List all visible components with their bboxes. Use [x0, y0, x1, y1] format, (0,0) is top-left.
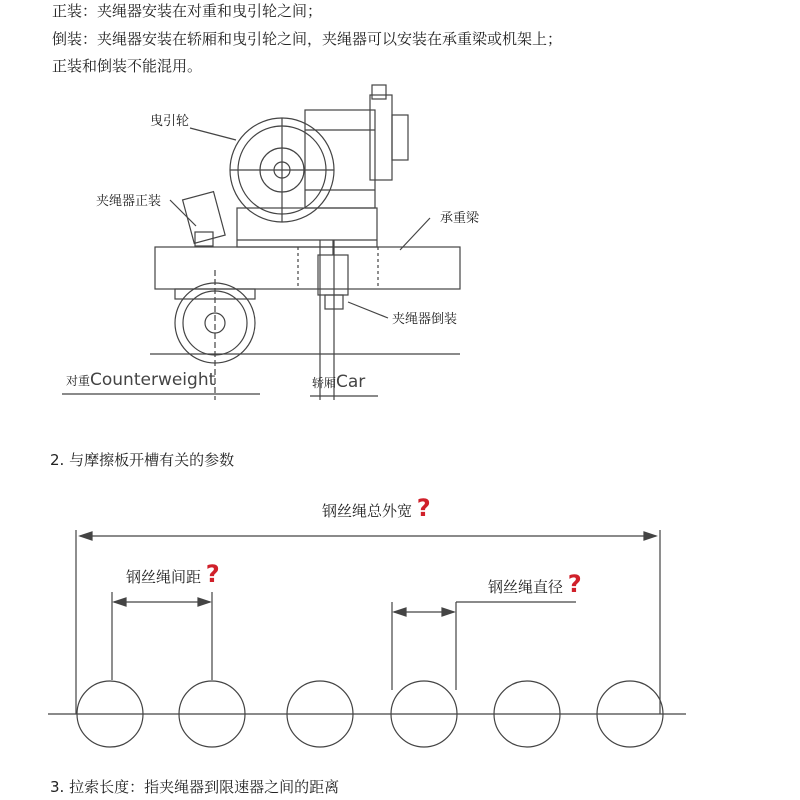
label-counterweight-en: Counterweight [90, 370, 216, 390]
label-car-en: Car [336, 372, 366, 392]
label-spacing-text: 钢丝绳间距 [126, 568, 202, 586]
clamp-inverted-drawing [318, 240, 348, 309]
label-car-cn: 轿厢 [312, 376, 337, 390]
label-load-beam: 承重梁 [440, 211, 480, 226]
label-clamp-upright: 夹绳器正装 [96, 194, 162, 209]
intro-line-upright: 正装：夹绳器安装在对重和曳引轮之间； [52, 2, 323, 20]
question-mark-total: ? [416, 494, 431, 522]
section3-heading: 3. 拉索长度：指夹绳器到限速器之间的距离 [50, 778, 340, 796]
load-beam [155, 247, 460, 289]
label-traction-sheave: 曳引轮 [150, 114, 190, 129]
label-total-width [322, 494, 431, 522]
label-car [312, 372, 365, 392]
machine-base [237, 208, 377, 247]
intro-line-inverted: 倒装：夹绳器安装在轿厢和曳引轮之间，夹绳器可以安装在承重梁或机架上； [52, 30, 563, 48]
label-diameter-text: 钢丝绳直径 [488, 578, 564, 596]
label-counterweight-cn: 对重 [66, 374, 91, 388]
label-spacing [126, 560, 220, 588]
traction-sheave [230, 118, 334, 222]
label-counterweight [66, 370, 215, 390]
question-mark-diameter: ? [567, 570, 582, 598]
section2-heading: 2. 与摩擦板开槽有关的参数 [50, 451, 235, 469]
label-clamp-inverted: 夹绳器倒装 [392, 312, 458, 327]
label-total-width-text: 钢丝绳总外宽 [322, 502, 413, 520]
motor-body [305, 110, 375, 208]
rope-diagram [0, 480, 800, 780]
question-mark-spacing: ? [205, 560, 220, 588]
label-diameter [488, 570, 582, 598]
intro-line-no-mix: 正装和倒装不能混用。 [52, 57, 203, 75]
